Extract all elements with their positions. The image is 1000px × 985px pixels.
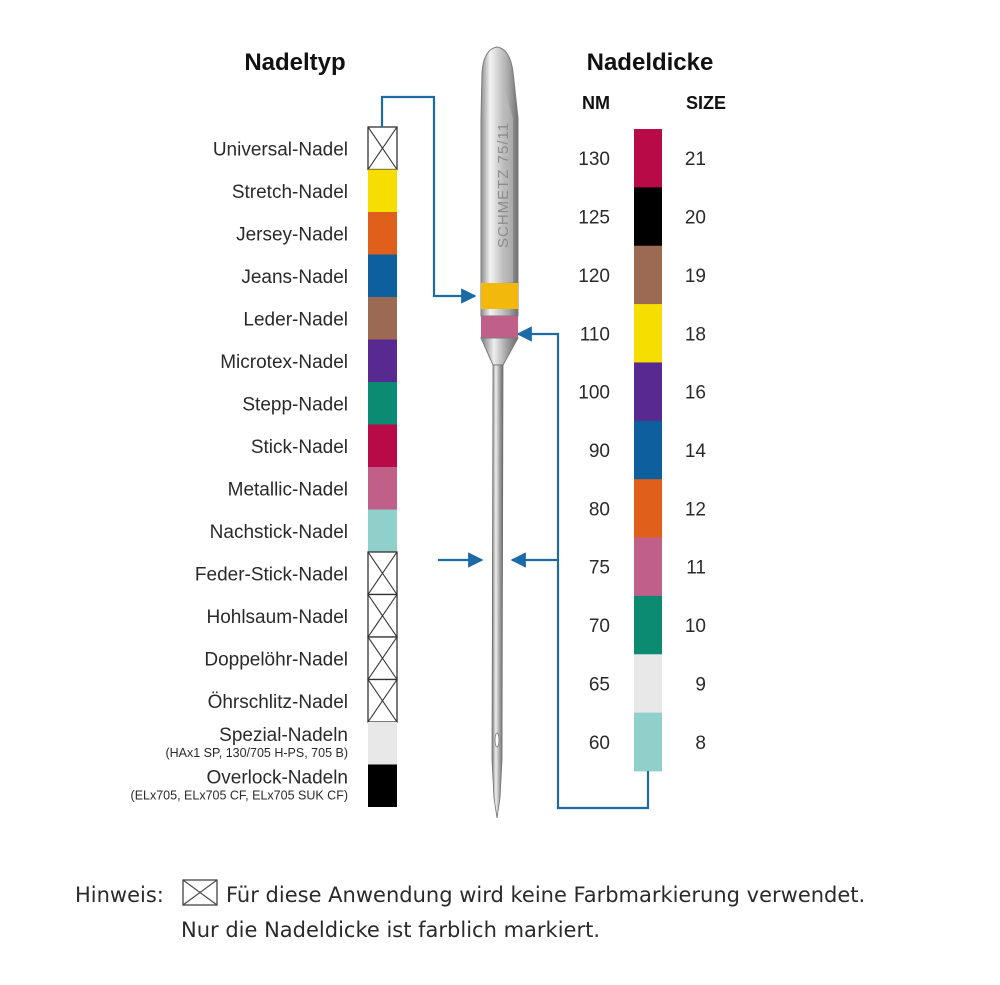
- needle-size-row: [578, 362, 706, 421]
- needle-type-row: [220, 340, 397, 383]
- no-color-swatch-icon: [368, 637, 397, 680]
- needle-type-color-swatch: [368, 255, 397, 298]
- needle-type-row: [204, 637, 397, 680]
- needle-type-row: [251, 425, 397, 468]
- needle-type-color-swatch: [368, 425, 397, 468]
- no-color-symbol-icon: [183, 880, 217, 905]
- size-to-needle-arrow: [518, 334, 648, 808]
- needle-type-row: [213, 127, 397, 170]
- size-value: 18: [684, 324, 706, 346]
- nm-value: 80: [588, 499, 610, 521]
- needle-size-color-swatch: [634, 362, 662, 421]
- needle-size-row: [589, 421, 707, 480]
- needle-type-label: Jeans-Nadel: [241, 266, 348, 288]
- needle-size-heading: Nadeldicke: [586, 49, 714, 76]
- nm-value: 110: [579, 324, 610, 346]
- needle-type-label: Leder-Nadel: [243, 309, 348, 331]
- needle-type-color-swatch: [368, 382, 397, 425]
- footnote: [75, 880, 865, 942]
- needle-type-row: [236, 212, 397, 255]
- needle-type-color-swatch: [368, 170, 397, 213]
- needle-type-label: Spezial-Nadeln: [219, 725, 348, 746]
- needle-type-row: [195, 552, 397, 595]
- size-value: 21: [684, 149, 706, 171]
- needle-type-label: Stretch-Nadel: [231, 181, 348, 203]
- needle-type-label: Stepp-Nadel: [242, 394, 348, 416]
- size-value: 14: [684, 441, 706, 462]
- needle-type-row: [208, 680, 397, 723]
- needle-illustration: [481, 47, 518, 818]
- needle-size-row: [589, 654, 706, 713]
- needle-type-row: [165, 722, 397, 765]
- needle-type-row: [210, 510, 397, 553]
- needle-size-row: [589, 538, 706, 597]
- needle-size-color-swatch: [634, 187, 662, 246]
- needle-size-color-swatch: [634, 304, 662, 363]
- size-value: 9: [695, 674, 706, 696]
- needle-type-color-swatch: [368, 722, 397, 765]
- no-color-swatch-icon: [368, 552, 397, 595]
- needle-type-label: Öhrschlitz-Nadel: [207, 691, 348, 713]
- needle-size-row: [589, 713, 706, 772]
- needle-size-color-swatch: [634, 538, 662, 597]
- nm-value: 100: [578, 382, 610, 404]
- size-value: 16: [684, 382, 706, 404]
- needle-size-color-swatch: [634, 479, 662, 538]
- needle-eye: [495, 733, 499, 747]
- needle-blade: [492, 365, 503, 818]
- size-value: 20: [684, 207, 706, 229]
- needle-type-label: Doppelöhr-Nadel: [204, 649, 348, 671]
- size-column-header: SIZE: [685, 93, 727, 113]
- needle-type-label: Stick-Nadel: [250, 436, 348, 458]
- needle-type-label: Metallic-Nadel: [227, 479, 348, 501]
- nm-value: 120: [578, 265, 610, 287]
- nm-value: 60: [588, 732, 610, 754]
- needle-type-row: [232, 170, 397, 213]
- size-value: 8: [695, 732, 706, 754]
- no-color-swatch-icon: [368, 680, 397, 723]
- needle-type-sublabel: (HAx1 SP, 130/705 H-PS, 705 B): [165, 746, 348, 760]
- size-value: 10: [684, 616, 706, 638]
- needle-size-row: [589, 479, 706, 538]
- needle-type-label: Universal-Nadel: [212, 139, 348, 161]
- no-color-swatch-icon: [368, 595, 397, 638]
- note-line-2: Nur die Nadeldicke ist farblich markiert.: [181, 918, 600, 942]
- needle-size-color-swatch: [634, 129, 662, 188]
- needle-size-color-swatch: [634, 713, 662, 772]
- note-prefix: Hinweis:: [75, 883, 164, 907]
- nm-column-header: NM: [582, 93, 610, 113]
- needle-type-label: Microtex-Nadel: [220, 351, 348, 373]
- needle-type-column: [131, 127, 397, 807]
- needle-type-row: [206, 595, 397, 638]
- needle-type-color-swatch: [368, 297, 397, 340]
- needle-size-color-swatch: [634, 246, 662, 305]
- size-value: 12: [684, 499, 706, 521]
- needle-size-row: [580, 304, 706, 363]
- needle-type-color-swatch: [368, 212, 397, 255]
- size-value: 11: [686, 557, 706, 579]
- needle-size-column: [578, 129, 706, 771]
- needle-brand-text: SCHMETZ 75/11: [495, 121, 512, 248]
- note-line-1: Für diese Anwendung wird keine Farbmarkierung verwendet.: [226, 883, 866, 907]
- nm-value: 65: [588, 674, 610, 696]
- nm-value: 130: [578, 149, 610, 171]
- needle-size-row: [578, 129, 706, 188]
- needle-type-row: [242, 382, 397, 425]
- no-color-swatch-icon: [368, 127, 397, 170]
- needle-type-label: Feder-Stick-Nadel: [194, 564, 348, 586]
- needle-size-color-swatch: [634, 654, 662, 713]
- nm-value: 125: [578, 207, 610, 229]
- needle-size-color-swatch: [634, 421, 662, 480]
- needle-type-row: [228, 467, 397, 510]
- needle-size-row: [589, 596, 706, 655]
- needle-type-color-swatch: [368, 765, 397, 808]
- needle-size-color-swatch: [634, 596, 662, 655]
- needle-size-row: [578, 187, 706, 246]
- size-value: 19: [684, 265, 706, 287]
- needle-type-label: Overlock-Nadeln: [206, 767, 348, 789]
- needle-type-sublabel: (ELx705, ELx705 CF, ELx705 SUK CF): [130, 788, 348, 803]
- needle-type-label: Jersey-Nadel: [236, 224, 348, 246]
- needle-type-color-swatch: [368, 467, 397, 510]
- needle-type-label: Nachstick-Nadel: [209, 521, 348, 543]
- nm-value: 70: [588, 616, 610, 638]
- needle-type-row: [241, 255, 397, 298]
- needle-type-heading: Nadeltyp: [244, 49, 346, 76]
- nm-value: 75: [588, 557, 610, 579]
- needle-type-label: Hohlsaum-Nadel: [206, 606, 348, 628]
- needle-type-row: [131, 765, 397, 808]
- needle-type-color-swatch: [368, 510, 397, 553]
- needle-size-row: [578, 246, 706, 305]
- needle-type-color-swatch: [368, 340, 397, 383]
- needle-type-row: [243, 297, 397, 340]
- needle-band-top: [481, 283, 518, 309]
- nm-value: 90: [588, 441, 610, 462]
- needle-band-bottom: [481, 316, 518, 338]
- needle-taper: [481, 338, 518, 365]
